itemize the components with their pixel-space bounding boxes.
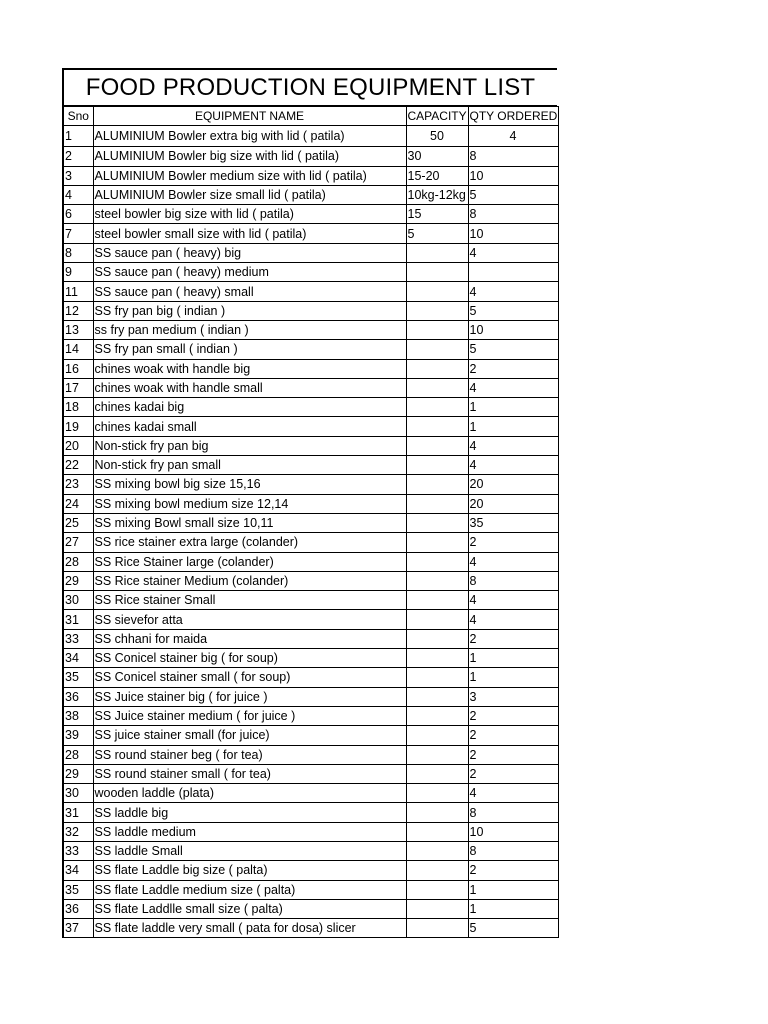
cell-capacity bbox=[406, 803, 468, 822]
table-row bbox=[63, 803, 558, 822]
table-row bbox=[63, 147, 558, 166]
cell-sno: 17 bbox=[63, 378, 93, 397]
table-row bbox=[63, 919, 558, 938]
cell-capacity bbox=[406, 398, 468, 417]
cell-capacity bbox=[406, 417, 468, 436]
cell-equipment-name: ALUMINIUM Bowler size small lid ( patila) bbox=[93, 185, 406, 204]
cell-equipment-name: ss fry pan medium ( indian ) bbox=[93, 320, 406, 339]
table-row bbox=[63, 475, 558, 494]
cell-capacity bbox=[406, 629, 468, 648]
cell-capacity bbox=[406, 340, 468, 359]
cell-capacity bbox=[406, 533, 468, 552]
table-row bbox=[63, 880, 558, 899]
cell-sno: 25 bbox=[63, 513, 93, 532]
cell-qty-ordered: 2 bbox=[468, 764, 558, 783]
cell-equipment-name: steel bowler big size with lid ( patila) bbox=[93, 205, 406, 224]
cell-equipment-name: SS Rice stainer Medium (colander) bbox=[93, 571, 406, 590]
cell-capacity: 50 bbox=[406, 126, 468, 147]
table-row bbox=[63, 629, 558, 648]
table-row bbox=[63, 340, 558, 359]
cell-qty-ordered: 2 bbox=[468, 706, 558, 725]
cell-capacity bbox=[406, 880, 468, 899]
table-row bbox=[63, 243, 558, 262]
cell-sno: 1 bbox=[63, 126, 93, 147]
table-row bbox=[63, 320, 558, 339]
table-row bbox=[63, 282, 558, 301]
header-sno: Sno bbox=[63, 107, 93, 126]
table-row bbox=[63, 398, 558, 417]
cell-equipment-name: SS round stainer small ( for tea) bbox=[93, 764, 406, 783]
cell-capacity bbox=[406, 494, 468, 513]
table-row bbox=[63, 571, 558, 590]
header-capacity: CAPACITY bbox=[406, 107, 468, 126]
cell-qty-ordered: 10 bbox=[468, 320, 558, 339]
cell-equipment-name: SS fry pan big ( indian ) bbox=[93, 301, 406, 320]
table-row bbox=[63, 745, 558, 764]
cell-sno: 27 bbox=[63, 533, 93, 552]
cell-equipment-name: ALUMINIUM Bowler big size with lid ( patila) bbox=[93, 147, 406, 166]
cell-qty-ordered: 8 bbox=[468, 571, 558, 590]
cell-qty-ordered: 10 bbox=[468, 224, 558, 243]
cell-sno: 31 bbox=[63, 610, 93, 629]
cell-qty-ordered: 8 bbox=[468, 803, 558, 822]
table-row bbox=[63, 610, 558, 629]
header-equipment-name: EQUIPMENT NAME bbox=[93, 107, 406, 126]
cell-equipment-name: SS rice stainer extra large (colander) bbox=[93, 533, 406, 552]
cell-equipment-name: SS sauce pan ( heavy) medium bbox=[93, 263, 406, 282]
cell-capacity bbox=[406, 706, 468, 725]
cell-equipment-name: SS juice stainer small (for juice) bbox=[93, 726, 406, 745]
cell-sno: 13 bbox=[63, 320, 93, 339]
header-row bbox=[63, 107, 558, 126]
cell-sno: 32 bbox=[63, 822, 93, 841]
cell-capacity bbox=[406, 243, 468, 262]
cell-qty-ordered: 2 bbox=[468, 726, 558, 745]
cell-qty-ordered: 8 bbox=[468, 147, 558, 166]
cell-capacity: 10kg-12kg bbox=[406, 185, 468, 204]
cell-equipment-name: ALUMINIUM Bowler extra big with lid ( patila) bbox=[93, 126, 406, 147]
cell-capacity bbox=[406, 456, 468, 475]
table-row bbox=[63, 436, 558, 455]
cell-qty-ordered: 2 bbox=[468, 359, 558, 378]
cell-equipment-name: ALUMINIUM Bowler medium size with lid ( patila) bbox=[93, 166, 406, 185]
cell-equipment-name: SS flate Laddlle small size ( palta) bbox=[93, 899, 406, 918]
cell-qty-ordered: 2 bbox=[468, 533, 558, 552]
cell-sno: 4 bbox=[63, 185, 93, 204]
cell-capacity: 5 bbox=[406, 224, 468, 243]
cell-qty-ordered: 5 bbox=[468, 301, 558, 320]
table-row bbox=[63, 649, 558, 668]
table-row bbox=[63, 533, 558, 552]
cell-qty-ordered: 2 bbox=[468, 629, 558, 648]
cell-sno: 20 bbox=[63, 436, 93, 455]
table-row bbox=[63, 494, 558, 513]
cell-capacity bbox=[406, 668, 468, 687]
cell-qty-ordered: 5 bbox=[468, 919, 558, 938]
cell-capacity bbox=[406, 320, 468, 339]
cell-sno: 24 bbox=[63, 494, 93, 513]
cell-qty-ordered: 1 bbox=[468, 398, 558, 417]
cell-qty-ordered bbox=[468, 263, 558, 282]
cell-capacity bbox=[406, 649, 468, 668]
cell-sno: 35 bbox=[63, 668, 93, 687]
cell-capacity bbox=[406, 764, 468, 783]
cell-qty-ordered: 1 bbox=[468, 649, 558, 668]
cell-qty-ordered: 5 bbox=[468, 185, 558, 204]
cell-capacity bbox=[406, 301, 468, 320]
cell-sno: 8 bbox=[63, 243, 93, 262]
cell-equipment-name: chines woak with handle small bbox=[93, 378, 406, 397]
table-row bbox=[63, 185, 558, 204]
cell-sno: 35 bbox=[63, 880, 93, 899]
cell-qty-ordered: 4 bbox=[468, 552, 558, 571]
cell-capacity bbox=[406, 726, 468, 745]
cell-equipment-name: steel bowler small size with lid ( patila) bbox=[93, 224, 406, 243]
cell-capacity bbox=[406, 745, 468, 764]
cell-qty-ordered: 4 bbox=[468, 378, 558, 397]
cell-equipment-name: SS mixing bowl medium size 12,14 bbox=[93, 494, 406, 513]
table-row bbox=[63, 591, 558, 610]
cell-capacity bbox=[406, 513, 468, 532]
cell-qty-ordered: 3 bbox=[468, 687, 558, 706]
cell-qty-ordered: 4 bbox=[468, 282, 558, 301]
cell-capacity bbox=[406, 822, 468, 841]
cell-sno: 38 bbox=[63, 706, 93, 725]
table-row bbox=[63, 841, 558, 860]
table-row bbox=[63, 301, 558, 320]
table-row bbox=[63, 784, 558, 803]
table-row bbox=[63, 706, 558, 725]
cell-capacity bbox=[406, 899, 468, 918]
cell-sno: 29 bbox=[63, 571, 93, 590]
cell-equipment-name: SS sievefor atta bbox=[93, 610, 406, 629]
table-row bbox=[63, 417, 558, 436]
cell-qty-ordered: 20 bbox=[468, 494, 558, 513]
cell-sno: 6 bbox=[63, 205, 93, 224]
cell-equipment-name: SS laddle Small bbox=[93, 841, 406, 860]
equipment-table bbox=[62, 106, 559, 938]
cell-sno: 19 bbox=[63, 417, 93, 436]
table-row bbox=[63, 513, 558, 532]
cell-capacity bbox=[406, 475, 468, 494]
cell-equipment-name: SS fry pan small ( indian ) bbox=[93, 340, 406, 359]
cell-equipment-name: SS Rice Stainer large (colander) bbox=[93, 552, 406, 571]
cell-equipment-name: SS flate Laddle big size ( palta) bbox=[93, 861, 406, 880]
cell-qty-ordered: 1 bbox=[468, 880, 558, 899]
cell-sno: 7 bbox=[63, 224, 93, 243]
cell-equipment-name: Non-stick fry pan big bbox=[93, 436, 406, 455]
cell-equipment-name: SS flate laddle very small ( pata for dosa) slicer bbox=[93, 919, 406, 938]
cell-sno: 28 bbox=[63, 745, 93, 764]
cell-equipment-name: SS mixing bowl big size 15,16 bbox=[93, 475, 406, 494]
table-row bbox=[63, 899, 558, 918]
cell-sno: 22 bbox=[63, 456, 93, 475]
cell-qty-ordered: 1 bbox=[468, 417, 558, 436]
cell-equipment-name: SS laddle big bbox=[93, 803, 406, 822]
cell-equipment-name: SS flate Laddle medium size ( palta) bbox=[93, 880, 406, 899]
cell-sno: 18 bbox=[63, 398, 93, 417]
table-row bbox=[63, 126, 558, 147]
cell-sno: 29 bbox=[63, 764, 93, 783]
cell-sno: 12 bbox=[63, 301, 93, 320]
table-row bbox=[63, 359, 558, 378]
cell-sno: 31 bbox=[63, 803, 93, 822]
cell-qty-ordered: 10 bbox=[468, 822, 558, 841]
cell-equipment-name: chines kadai small bbox=[93, 417, 406, 436]
cell-qty-ordered: 4 bbox=[468, 610, 558, 629]
cell-qty-ordered: 5 bbox=[468, 340, 558, 359]
cell-capacity bbox=[406, 919, 468, 938]
cell-capacity bbox=[406, 571, 468, 590]
cell-qty-ordered: 35 bbox=[468, 513, 558, 532]
cell-capacity bbox=[406, 861, 468, 880]
sheet-title: FOOD PRODUCTION EQUIPMENT LIST bbox=[62, 68, 557, 106]
table-row bbox=[63, 205, 558, 224]
cell-sno: 28 bbox=[63, 552, 93, 571]
cell-qty-ordered: 2 bbox=[468, 861, 558, 880]
table-row bbox=[63, 552, 558, 571]
cell-capacity: 30 bbox=[406, 147, 468, 166]
cell-capacity bbox=[406, 687, 468, 706]
cell-equipment-name: Non-stick fry pan small bbox=[93, 456, 406, 475]
cell-capacity bbox=[406, 591, 468, 610]
cell-equipment-name: SS Juice stainer medium ( for juice ) bbox=[93, 706, 406, 725]
cell-equipment-name: SS sauce pan ( heavy) big bbox=[93, 243, 406, 262]
cell-sno: 37 bbox=[63, 919, 93, 938]
cell-equipment-name: wooden laddle (plata) bbox=[93, 784, 406, 803]
cell-sno: 2 bbox=[63, 147, 93, 166]
cell-equipment-name: SS Conicel stainer small ( for soup) bbox=[93, 668, 406, 687]
cell-sno: 34 bbox=[63, 861, 93, 880]
cell-capacity bbox=[406, 263, 468, 282]
cell-equipment-name: SS chhani for maida bbox=[93, 629, 406, 648]
table-row bbox=[63, 378, 558, 397]
cell-sno: 33 bbox=[63, 629, 93, 648]
cell-qty-ordered: 4 bbox=[468, 436, 558, 455]
cell-equipment-name: SS round stainer beg ( for tea) bbox=[93, 745, 406, 764]
cell-qty-ordered: 1 bbox=[468, 899, 558, 918]
cell-sno: 30 bbox=[63, 784, 93, 803]
cell-equipment-name: SS mixing Bowl small size 10,11 bbox=[93, 513, 406, 532]
cell-sno: 16 bbox=[63, 359, 93, 378]
cell-equipment-name: chines kadai big bbox=[93, 398, 406, 417]
cell-sno: 34 bbox=[63, 649, 93, 668]
cell-equipment-name: SS Conicel stainer big ( for soup) bbox=[93, 649, 406, 668]
cell-sno: 39 bbox=[63, 726, 93, 745]
cell-sno: 3 bbox=[63, 166, 93, 185]
cell-capacity: 15 bbox=[406, 205, 468, 224]
cell-equipment-name: SS Rice stainer Small bbox=[93, 591, 406, 610]
cell-equipment-name: SS laddle medium bbox=[93, 822, 406, 841]
cell-sno: 14 bbox=[63, 340, 93, 359]
cell-sno: 9 bbox=[63, 263, 93, 282]
cell-qty-ordered: 8 bbox=[468, 205, 558, 224]
cell-capacity bbox=[406, 436, 468, 455]
table-row bbox=[63, 456, 558, 475]
cell-equipment-name: SS sauce pan ( heavy) small bbox=[93, 282, 406, 301]
cell-sno: 23 bbox=[63, 475, 93, 494]
cell-qty-ordered: 2 bbox=[468, 745, 558, 764]
cell-capacity bbox=[406, 552, 468, 571]
table-body bbox=[63, 126, 558, 938]
cell-sno: 11 bbox=[63, 282, 93, 301]
cell-qty-ordered: 1 bbox=[468, 668, 558, 687]
cell-equipment-name: SS Juice stainer big ( for juice ) bbox=[93, 687, 406, 706]
cell-equipment-name: chines woak with handle big bbox=[93, 359, 406, 378]
table-row bbox=[63, 668, 558, 687]
table-row bbox=[63, 726, 558, 745]
cell-capacity bbox=[406, 378, 468, 397]
cell-qty-ordered: 4 bbox=[468, 126, 558, 147]
cell-qty-ordered: 20 bbox=[468, 475, 558, 494]
table-row bbox=[63, 263, 558, 282]
table-row bbox=[63, 224, 558, 243]
cell-sno: 33 bbox=[63, 841, 93, 860]
cell-capacity bbox=[406, 359, 468, 378]
header-qty-ordered: QTY ORDERED bbox=[468, 107, 558, 126]
cell-qty-ordered: 4 bbox=[468, 456, 558, 475]
cell-qty-ordered: 8 bbox=[468, 841, 558, 860]
equipment-sheet bbox=[62, 68, 557, 938]
cell-capacity bbox=[406, 784, 468, 803]
cell-capacity bbox=[406, 841, 468, 860]
cell-sno: 36 bbox=[63, 899, 93, 918]
cell-sno: 30 bbox=[63, 591, 93, 610]
table-row bbox=[63, 822, 558, 841]
cell-capacity bbox=[406, 610, 468, 629]
cell-capacity bbox=[406, 282, 468, 301]
cell-qty-ordered: 4 bbox=[468, 784, 558, 803]
cell-capacity: 15-20 bbox=[406, 166, 468, 185]
table-row bbox=[63, 166, 558, 185]
table-row bbox=[63, 687, 558, 706]
table-row bbox=[63, 861, 558, 880]
cell-qty-ordered: 4 bbox=[468, 243, 558, 262]
table-row bbox=[63, 764, 558, 783]
cell-qty-ordered: 10 bbox=[468, 166, 558, 185]
cell-sno: 36 bbox=[63, 687, 93, 706]
cell-qty-ordered: 4 bbox=[468, 591, 558, 610]
